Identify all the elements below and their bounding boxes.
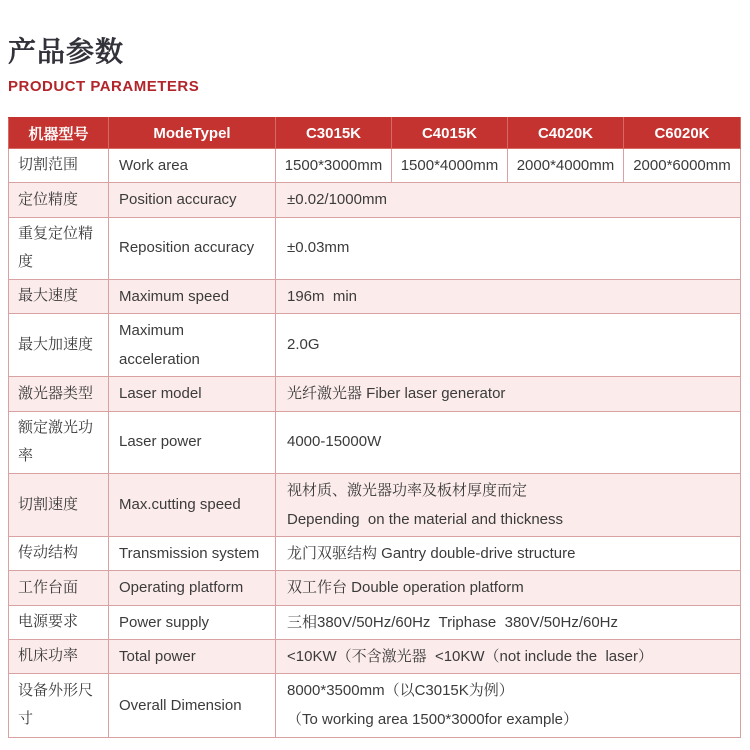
row-label-zh: 最大加速度 (9, 313, 109, 377)
table-row (9, 313, 741, 377)
row-value-cell: 196m min (276, 279, 741, 313)
header-model-c6020k: C6020K (624, 118, 741, 149)
product-parameters-table (8, 117, 741, 738)
table-row (9, 217, 741, 279)
row-label-en: Maximum speed (109, 279, 276, 313)
row-label-zh: 工作台面 (9, 571, 109, 605)
row-value-cell: 光纤激光器 Fiber laser generator (276, 377, 741, 411)
row-label-zh: 传动结构 (9, 537, 109, 571)
table-row (9, 571, 741, 605)
row-label-en: Work area (109, 149, 276, 183)
header-model-c4015k: C4015K (392, 118, 508, 149)
header-model-c4020k: C4020K (508, 118, 624, 149)
model-value-cell: 1500*3000mm (276, 149, 392, 183)
row-value-line: 视材质、激光器功率及板材厚度而定 (287, 481, 528, 499)
model-value-cell: 2000*4000mm (508, 149, 624, 183)
table-row (9, 605, 741, 639)
table-row (9, 149, 741, 183)
row-value-cell (276, 473, 741, 537)
row-value-cell: 龙门双驱结构 Gantry double-drive structure (276, 537, 741, 571)
row-label-en: Total power (109, 639, 276, 673)
row-label-en: Max.cutting speed (109, 473, 276, 537)
row-value-cell: <10KW（不含激光器 <10KW（not include the laser） (276, 639, 741, 673)
row-value-line: Depending on the material and thickness (287, 510, 564, 528)
row-label-zh: 额定激光功率 (9, 411, 109, 473)
row-label-en: Operating platform (109, 571, 276, 605)
row-label-en: Transmission system (109, 537, 276, 571)
row-label-en: Overall Dimension (109, 674, 276, 738)
row-value-cell: 三相380V/50Hz/60Hz Triphase 380V/50Hz/60Hz (276, 605, 741, 639)
model-value-cell: 2000*6000mm (624, 149, 741, 183)
row-label-zh: 定位精度 (9, 183, 109, 217)
header-model-zh: 机器型号 (9, 118, 109, 149)
header-model-en: ModeTypel (109, 118, 276, 149)
row-label-zh: 电源要求 (9, 605, 109, 639)
table-row (9, 639, 741, 673)
table-row (9, 537, 741, 571)
row-label-en: Reposition accuracy (109, 217, 276, 279)
row-label-zh: 机床功率 (9, 639, 109, 673)
row-value-cell: 双工作台 Double operation platform (276, 571, 741, 605)
row-label-en: Laser power (109, 411, 276, 473)
row-value-cell: 2.0G (276, 313, 741, 377)
table-header-row (9, 118, 741, 149)
row-label-zh: 切割范围 (9, 149, 109, 183)
model-value-cell: 1500*4000mm (392, 149, 508, 183)
row-label-zh: 激光器类型 (9, 377, 109, 411)
table-row (9, 279, 741, 313)
table-row (9, 183, 741, 217)
row-label-en: Power supply (109, 605, 276, 639)
row-value-cell (276, 674, 741, 738)
header-model-c3015k: C3015K (276, 118, 392, 149)
row-value-cell: ±0.02/1000mm (276, 183, 741, 217)
row-value-cell: ±0.03mm (276, 217, 741, 279)
table-row (9, 473, 741, 537)
row-label-en: Maximum acceleration (109, 313, 276, 377)
row-label-zh: 重复定位精度 (9, 217, 109, 279)
page-subtitle: PRODUCT PARAMETERS (8, 78, 200, 95)
row-label-en: Position accuracy (109, 183, 276, 217)
row-label-zh: 设备外形尺寸 (9, 674, 109, 738)
page-title: 产品参数 (8, 36, 125, 67)
table-body (9, 149, 741, 738)
row-value-cell: 4000-15000W (276, 411, 741, 473)
table-row (9, 411, 741, 473)
table-row (9, 377, 741, 411)
row-label-zh: 切割速度 (9, 473, 109, 537)
row-label-zh: 最大速度 (9, 279, 109, 313)
row-value-line: 8000*3500mm（以C3015K为例） (287, 682, 514, 699)
row-value-line: （To working area 1500*3000for example） (287, 711, 578, 729)
row-label-en: Laser model (109, 377, 276, 411)
table-row (9, 674, 741, 738)
